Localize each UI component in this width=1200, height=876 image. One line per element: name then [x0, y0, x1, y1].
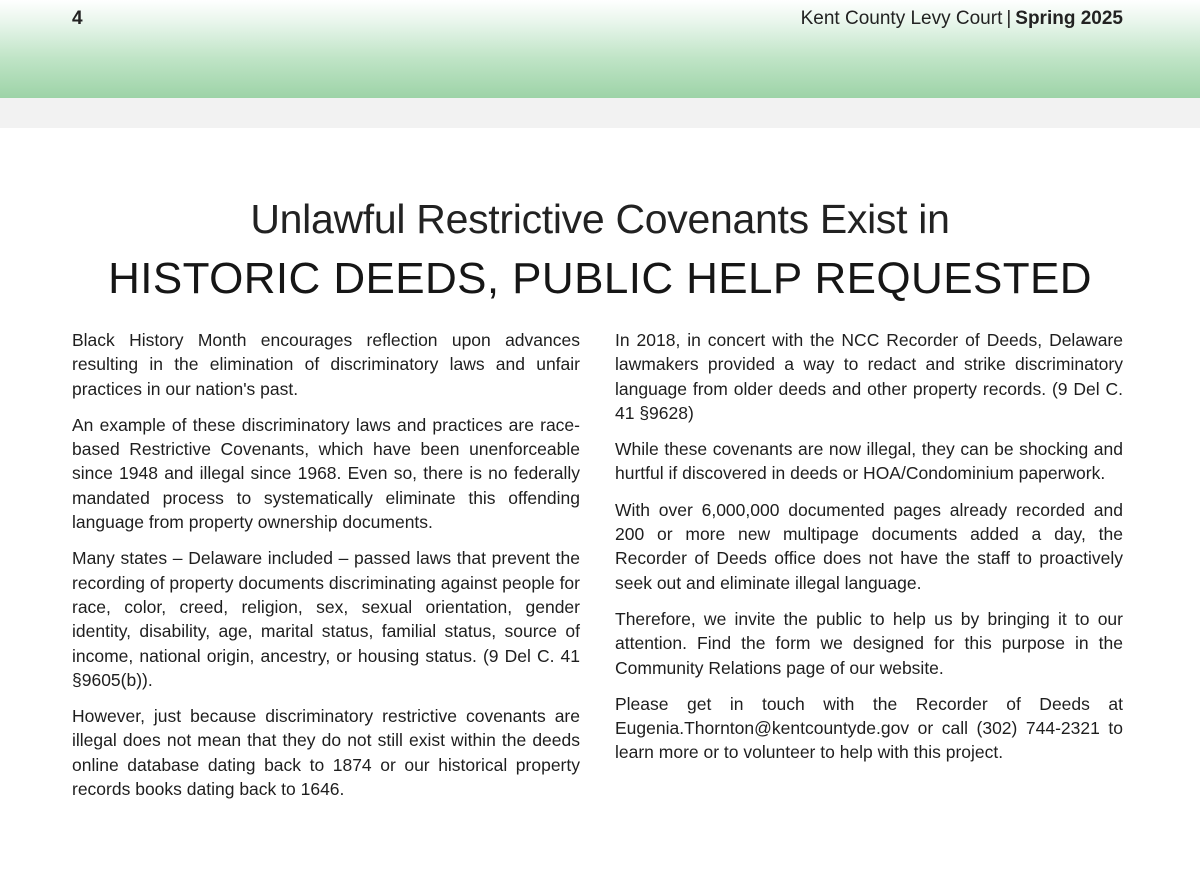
article-right-column	[615, 328, 1123, 777]
paragraph: While these covenants are now illegal, they can be shocking and hurtful if discovered in deeds or HOA/Condominium paperwork.	[615, 439, 1123, 484]
paragraph: Many states – Delaware included – passed laws that prevent the recording of property documents discriminating against people for race, color, creed, religion, sex, sexual orientation, gender identity, disability, age, marital status, familial status, source of income, national origin, ancestry, or housing status. (9 Del C. 41 §9605(b)).	[72, 548, 580, 690]
paragraph: Black History Month encourages reflection upon advances resulting in the elimination of discriminatory laws and unfair practices in our nation's past.	[72, 330, 580, 399]
running-head-separator: |	[1006, 8, 1012, 29]
running-head	[801, 8, 1123, 30]
paragraph: Please get in touch with the Recorder of Deeds at Eugenia.Thornton@kentcountyde.gov or call (302) 744-2321 to learn more or to volunteer to help with this project.	[615, 693, 1123, 763]
publication-name: Kent County Levy Court	[800, 8, 1003, 29]
paragraph: Therefore, we invite the public to help us by bringing it to our attention. Find the form we designed for this purpose in the Community Relations page of our website.	[615, 608, 1123, 678]
page-header-band	[0, 0, 1200, 98]
issue-season: Spring 2025	[1015, 8, 1123, 29]
article-title-line-1: Unlawful Restrictive Covenants Exist in	[250, 196, 950, 242]
paragraph: With over 6,000,000 documented pages already recorded and 200 or more new multipage documents added a day, the Recorder of Deeds office does not have the staff to proactively seek out and eliminate illegal language.	[615, 499, 1123, 593]
paragraph: However, just because discriminatory restrictive covenants are illegal does not mean that they do not still exist within the deeds online database dating back to 1874 or our historical property records books dating back to 1646.	[72, 706, 580, 800]
header-divider-band	[0, 98, 1200, 128]
page-number: 4	[72, 8, 83, 29]
article-left-column	[72, 328, 580, 813]
paragraph: An example of these discriminatory laws and practices are race-based Restrictive Covenants, which have been unenforceable since 1948 and illegal since 1968. Even so, there is no federally mandated process to systematically eliminate this offending language from property ownership documents.	[72, 414, 580, 533]
paragraph: In 2018, in concert with the NCC Recorder of Deeds, Delaware lawmakers provided a way to redact and strike discriminatory language from older deeds and other property records. (9 Del C. 41 §9628)	[615, 330, 1123, 423]
article-title-line-2: HISTORIC DEEDS, PUBLIC HELP REQUESTED	[108, 254, 1092, 303]
